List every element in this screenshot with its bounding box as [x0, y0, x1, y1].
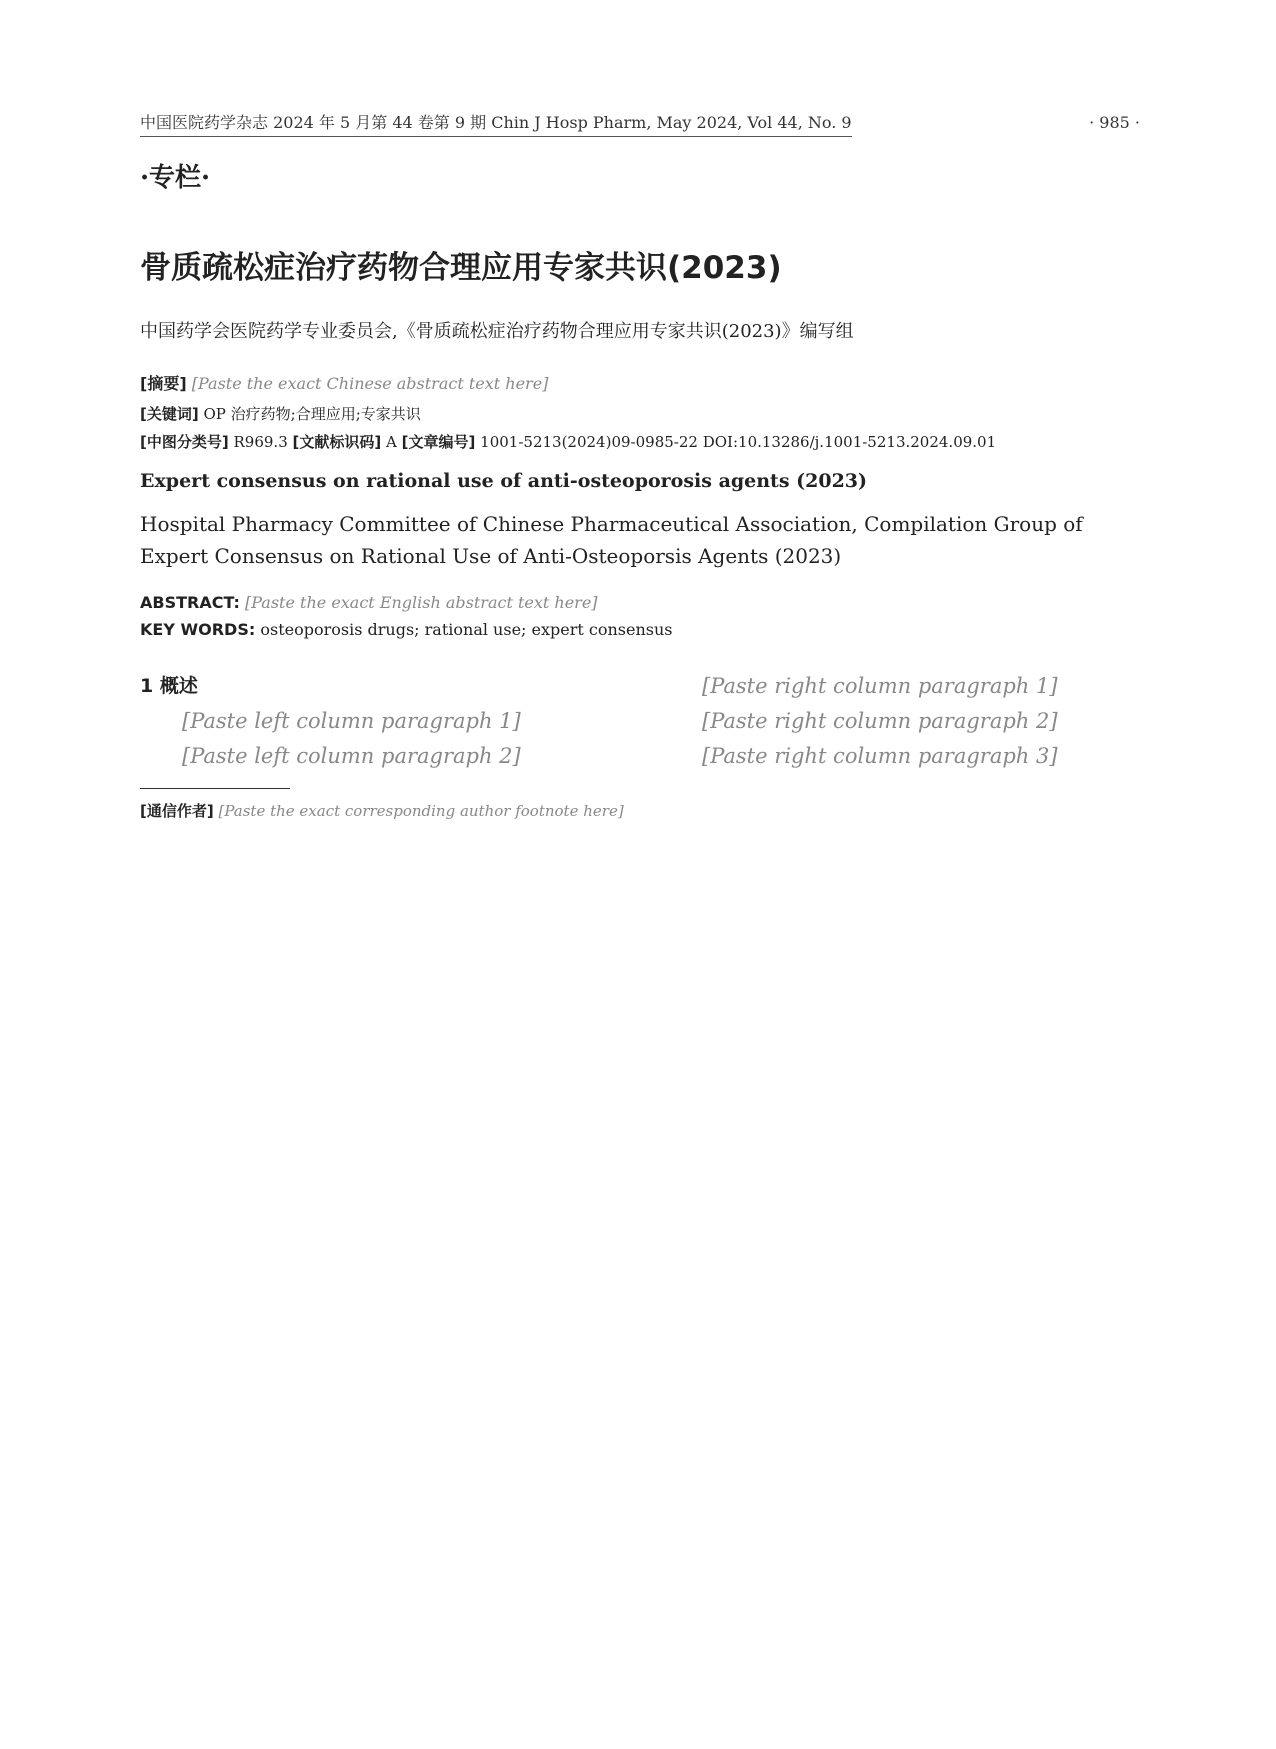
authors: 中国药学会医院药学专业委员会,《骨质疏松症治疗药物合理应用专家共识(2023)》编写组	[140, 321, 854, 342]
doc-label: [文献标识码]	[292, 433, 382, 451]
body-left-column	[140, 669, 620, 774]
keywords-en	[140, 620, 1140, 639]
abstract-cn-label: [摘要]	[140, 374, 187, 393]
page-number: · 985 ·	[1089, 113, 1140, 132]
footnote-text: [Paste the exact corresponding author footnote here]	[218, 802, 624, 820]
journal-citation: 中国医院药学杂志 2024 年 5 月第 44 卷第 9 期 Chin J Hosp Pharm, May 2024, Vol 44, No. 9	[140, 110, 852, 137]
body-right-column	[660, 669, 1140, 774]
running-head	[140, 110, 1140, 137]
abstract-en-text: [Paste the exact English abstract text here]	[245, 593, 598, 612]
clc-label: [中图分类号]	[140, 433, 229, 451]
abstract-en	[140, 588, 1140, 618]
keywords-en-label: KEY WORDS:	[140, 620, 256, 639]
body-paragraph: [Paste right column paragraph 2]	[702, 709, 1058, 733]
doi-value: DOI:10.13286/j.1001-5213.2024.09.01	[702, 433, 997, 451]
footnote	[140, 799, 1140, 823]
column-tag: ·专栏·	[140, 163, 211, 193]
abstract-en-label: ABSTRACT:	[140, 593, 240, 612]
body-columns	[140, 669, 1140, 774]
keywords-cn	[140, 402, 1140, 426]
article-id-label: [文章编号]	[401, 433, 476, 451]
section-heading: 1 概述	[140, 675, 198, 697]
doc-value: A	[386, 433, 397, 451]
body-paragraph: [Paste right column paragraph 3]	[702, 744, 1058, 768]
body-paragraph: [Paste right column paragraph 1]	[702, 674, 1058, 698]
body-paragraph: [Paste left column paragraph 2]	[182, 744, 521, 768]
title-en: Expert consensus on rational use of anti-osteoporosis agents (2023)	[140, 470, 868, 492]
authors-en: Hospital Pharmacy Committee of Chinese Pharmaceutical Association, Compilation Group of Expert Consensus on Rational Use of Anti-Osteoporsis Agents (2023)	[140, 512, 1083, 568]
body-paragraph: [Paste left column paragraph 1]	[182, 709, 521, 733]
keywords-cn-label: [关键词]	[140, 405, 199, 423]
footnote-label: [通信作者]	[140, 802, 214, 820]
keywords-en-text: osteoporosis drugs; rational use; expert consensus	[260, 620, 673, 639]
paper-page	[140, 110, 1140, 823]
article-id-value: 1001-5213(2024)09-0985-22	[480, 433, 698, 451]
paper-title: 骨质疏松症治疗药物合理应用专家共识(2023)	[140, 250, 782, 286]
abstract-cn-text: [Paste the exact Chinese abstract text here]	[191, 374, 549, 393]
footnote-rule	[140, 788, 290, 789]
clc-value: R969.3	[233, 433, 288, 451]
keywords-cn-text: OP 治疗药物;合理应用;专家共识	[203, 405, 421, 423]
classification-line	[140, 430, 1140, 454]
abstract-cn	[140, 369, 1140, 398]
